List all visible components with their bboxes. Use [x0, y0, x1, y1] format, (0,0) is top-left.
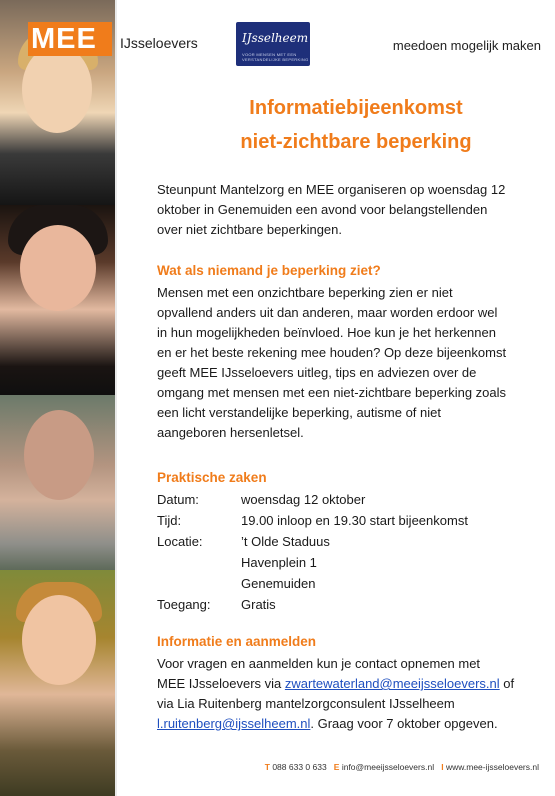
info-label: Locatie:: [157, 534, 203, 549]
body-line: geeft MEE IJsseloevers uitleg, tips en adviezen over de: [157, 365, 477, 380]
photo-face: [22, 595, 96, 685]
contact-text: MEE IJsseloevers via: [157, 676, 285, 691]
body-line: opvallend anders uit dan anderen, maar worden erdoor wel: [157, 305, 498, 320]
photo-face: [24, 410, 94, 500]
photo-face: [20, 225, 96, 311]
body-line: omgang met mensen met een niet-zichtbare beperking zoals: [157, 385, 507, 400]
body-line: Mensen met een onzichtbare beperking zien er niet: [157, 285, 453, 300]
section-heading-aanmelden: Informatie en aanmelden: [157, 634, 317, 649]
info-value: woensdag 12 oktober: [241, 492, 366, 507]
strip-divider: [115, 0, 117, 796]
body-line: een licht verstandelijke beperking, autisme of niet: [157, 405, 441, 420]
contact-text: of: [499, 676, 515, 691]
info-value: Havenplein 1: [241, 555, 317, 570]
contact-line: via Lia Ruitenberg mantelzorgconsulent IJsselheem: [157, 696, 455, 711]
phone-number: 088 633 0 633: [272, 762, 327, 772]
contact-line: [157, 714, 547, 734]
info-label: Tijd:: [157, 513, 182, 528]
body-line: aangeboren hersenletsel.: [157, 425, 304, 440]
email-link-mee[interactable]: zwartewaterland@meeijsseloevers.nl: [284, 676, 500, 691]
contact-paragraph: [157, 654, 547, 734]
intro-line: Steunpunt Mantelzorg en MEE organiseren op woensdag 12: [157, 182, 506, 197]
web-key: I: [441, 762, 444, 772]
footer-website: www.mee-ijsseloevers.nl: [445, 762, 539, 772]
intro-line: oktober in Genemuiden een avond voor belangstellenden: [157, 202, 488, 217]
mee-region-label: IJsseloevers: [120, 35, 198, 51]
header-tagline: meedoen mogelijk maken: [392, 38, 541, 53]
section-heading-praktisch: Praktische zaken: [157, 470, 267, 485]
ijsselheem-logo-tagline: VOOR MENSEN MET EEN VERSTANDELIJKE BEPERKING: [242, 52, 309, 62]
section-heading-beperking: Wat als niemand je beperking ziet?: [157, 263, 381, 278]
info-value: ’t Olde Staduus: [241, 534, 330, 549]
page-title-line1: Informatiebijeenkomst: [249, 97, 463, 119]
intro-paragraph: [157, 180, 527, 240]
photo-strip: [0, 0, 115, 796]
email-key: E: [333, 762, 340, 772]
section-body-beperking: [157, 283, 527, 443]
email-link-ijsselheem[interactable]: l.ruitenberg@ijsselheem.nl: [157, 716, 311, 731]
info-label: Datum:: [157, 492, 199, 507]
info-value: Gratis: [241, 597, 276, 612]
contact-text: . Graag voor 7 oktober opgeven.: [310, 716, 498, 731]
page-title-line2: niet-zichtbare beperking: [240, 131, 472, 153]
photo-face: [22, 45, 92, 133]
intro-line: over niet zichtbare beperkingen.: [157, 222, 343, 237]
ijsselheem-logo-word: IJsselheem: [242, 31, 309, 45]
body-line: in hun mogelijkheden beïnvloed. Hoe kun je het herkennen: [157, 325, 496, 340]
contact-line: Voor vragen en aanmelden kun je contact opnemen met: [157, 656, 481, 671]
info-value: Genemuiden: [241, 576, 316, 591]
ijsselheem-logo: [236, 22, 310, 66]
body-line: en er het beste rekening mee houden? Op deze bijeenkomst: [157, 345, 507, 360]
mee-logo: MEE: [28, 22, 112, 56]
info-label: Toegang:: [157, 597, 211, 612]
info-value: 19.00 inloop en 19.30 start bijeenkomst: [241, 513, 468, 528]
contact-line: [157, 674, 547, 694]
footer-contact: [265, 762, 539, 772]
phone-key: T: [264, 762, 270, 772]
footer-email: info@meeijsseloevers.nl: [341, 762, 435, 772]
